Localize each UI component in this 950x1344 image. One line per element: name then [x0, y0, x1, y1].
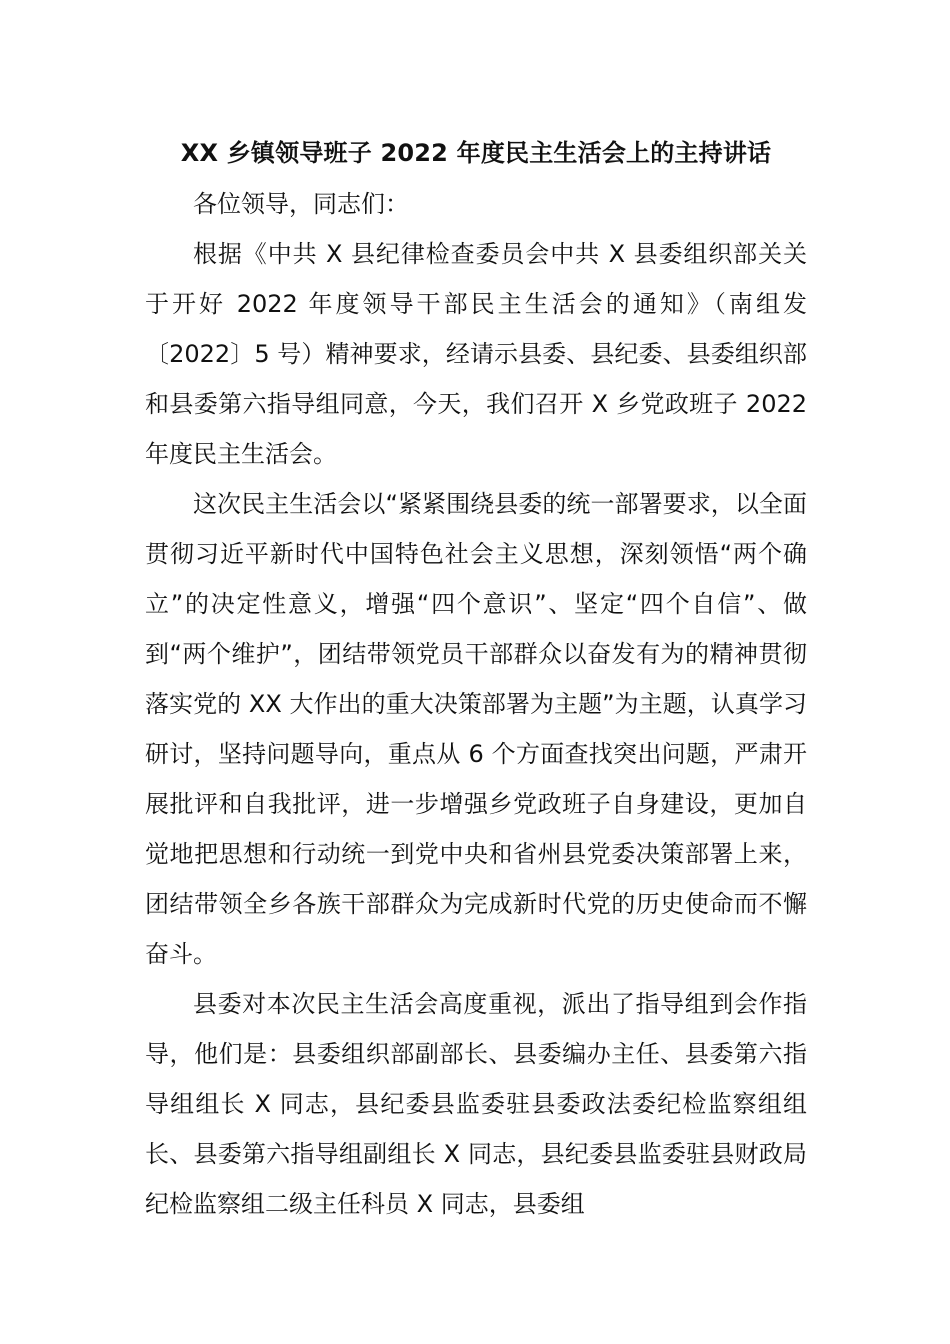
document-title: XX 乡镇领导班子 2022 年度民主生活会上的主持讲话 [180, 139, 772, 167]
paragraph-2: 这次民主生活会以“紧紧围绕县委的统一部署要求，以全面贯彻习近平新时代中国特色社会主义思想，深刻领悟“两个确立”的决定性意义，增强“四个意识”、坚定“四个自信”、做到“两个维护”，团结带领党员干部群众以奋发有为的精神贯彻落实党的 XX 大作出的重大决策部署为主题”为主题，认真学习研讨，坚持问题导向，重点从 6 个方面查找突出问题，严肃开展批评和自我批评，进一步增强乡党政班子自身建设，更加自觉地把思想和行动统一到党中央和省州县党委决策部署上来，团结带领全乡各族干部群众为完成新时代党的历史使命而不懈奋斗。 [145, 490, 807, 968]
document-body [145, 133, 807, 1229]
paragraph-3: 县委对本次民主生活会高度重视，派出了指导组到会作指导，他们是：县委组织部副部长、县委编办主任、县委第六指导组组长 X 同志，县纪委县监委驻县委政法委纪检监察组组长、县委第六指导组副组长 X 同志，县纪委县监委驻县财政局纪检监察组二级主任科员 X 同志，县委组 [145, 990, 807, 1218]
salutation: 各位领导，同志们： [193, 190, 409, 218]
paragraph-1: 根据《中共 X 县纪律检查委员会中共 X 县委组织部关关于开好 2022 年度领导干部民主生活会的通知》（南组发〔2022〕5 号）精神要求，经请示县委、县纪委、县委组织部和县委第六指导组同意，今天，我们召开 X 乡党政班子 2022 年度民主生活会。 [145, 240, 807, 468]
